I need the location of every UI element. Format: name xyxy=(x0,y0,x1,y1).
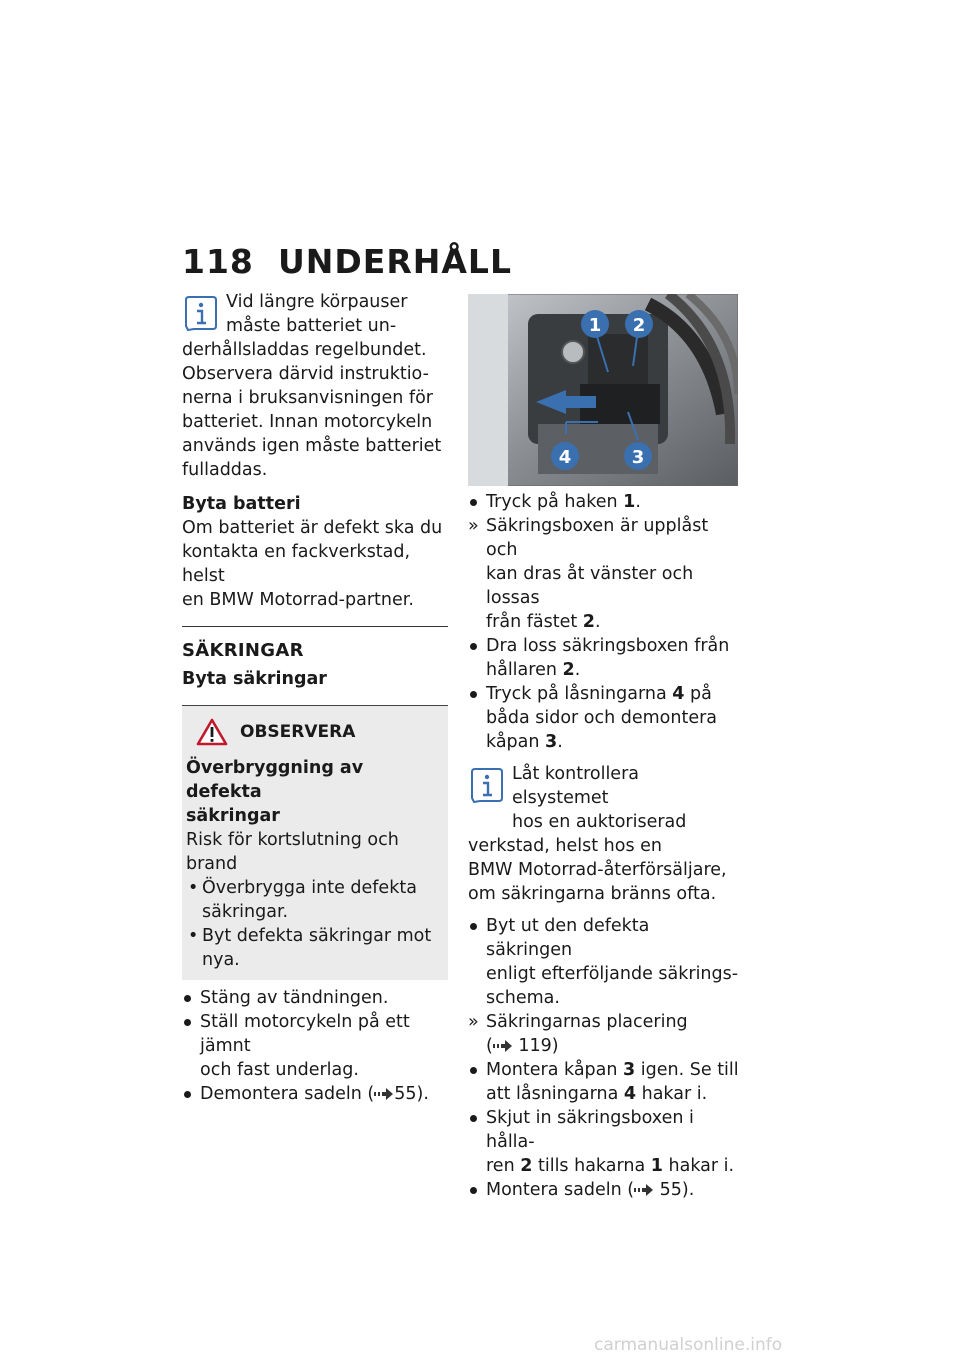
warning-title: Överbryggning av defekta xyxy=(186,758,364,802)
step-line: enligt efterföljande säkrings- xyxy=(486,964,739,984)
step-text: på xyxy=(684,684,712,704)
step-line xyxy=(486,1082,740,1106)
info-icon xyxy=(182,294,220,332)
step-text: Montera kåpan xyxy=(486,1060,624,1080)
warning-risk: Risk för kortslutning och xyxy=(186,830,399,850)
svg-text:3: 3 xyxy=(631,447,645,468)
step-line xyxy=(486,658,740,682)
step-text: hållaren xyxy=(486,660,563,680)
step-text: . xyxy=(557,732,563,752)
step-item xyxy=(182,1010,448,1082)
step-text: . xyxy=(574,660,581,680)
bullet-line: • Byt defekta säkringar mot xyxy=(202,926,432,946)
info-line: Observera därvid instruktio- xyxy=(182,364,429,384)
ref-number: 4 xyxy=(672,684,685,704)
result-item xyxy=(468,1010,740,1058)
step-line: schema. xyxy=(486,988,560,1008)
ref-number: 3 xyxy=(623,1060,636,1080)
step-text: hakar i. xyxy=(662,1156,735,1176)
text-line: kontakta en fackverkstad, helst xyxy=(182,542,411,586)
result-item xyxy=(468,514,740,634)
info-line: hos en auktoriserad xyxy=(512,812,687,832)
result-line: » Säkringsboxen är upplåst och xyxy=(486,516,709,560)
ref-number: 2 xyxy=(520,1156,533,1176)
step-item xyxy=(468,1106,740,1178)
info-line: derhållsladdas regelbundet. xyxy=(182,340,427,360)
step-text: från fästet xyxy=(486,612,583,632)
bullet-line: • Överbrygga inte defekta xyxy=(202,878,417,898)
step-item xyxy=(182,1082,448,1106)
page-reference-arrow-icon xyxy=(634,1184,654,1196)
info-icon xyxy=(468,766,506,804)
page-reference[interactable]: 55). xyxy=(659,1180,695,1200)
step-line xyxy=(486,682,740,706)
step-line xyxy=(486,730,740,754)
step-text: hakar i. xyxy=(636,1084,708,1104)
section-subtitle: Byta säkringar xyxy=(182,669,327,689)
step-line: och fast underlag. xyxy=(200,1060,359,1080)
info-line: måste batteriet un- xyxy=(226,316,397,336)
photo-label-1 xyxy=(581,310,609,338)
warning-title: säkringar xyxy=(186,806,280,826)
footer-watermark: carmanualsonline.info xyxy=(594,1335,783,1355)
step-text: igen. Se till xyxy=(635,1060,739,1080)
step-line: Skjut in säkringsboxen i hålla- xyxy=(486,1108,694,1152)
page-number: 118 xyxy=(182,242,254,281)
svg-text:4: 4 xyxy=(558,447,572,468)
page-header xyxy=(182,242,512,281)
warning-label: OBSERVERA xyxy=(240,722,356,742)
step-item xyxy=(468,1178,740,1202)
warning-triangle-icon xyxy=(196,718,228,746)
text-line: en BMW Motorrad-partner. xyxy=(182,590,414,610)
step-text: ( xyxy=(486,1036,493,1056)
step-item xyxy=(468,682,740,754)
info-line: används igen måste batteriet xyxy=(182,436,442,456)
info-note-battery xyxy=(182,290,448,482)
svg-text:1: 1 xyxy=(588,315,602,336)
byta-batteri-heading: Byta batteri xyxy=(182,494,301,514)
step-line: båda sidor och demontera xyxy=(486,708,718,728)
info-line: BMW Motorrad-återförsäljare, xyxy=(468,860,727,880)
info-line: fulladdas. xyxy=(182,460,268,480)
step-item xyxy=(468,1058,740,1106)
step-line xyxy=(486,1154,740,1178)
section-divider xyxy=(182,626,448,627)
page-reference[interactable]: 119) xyxy=(518,1036,559,1056)
section-title: SÄKRINGAR xyxy=(182,640,304,661)
page-reference-arrow-icon xyxy=(493,1040,513,1052)
warning-bullet xyxy=(186,876,440,924)
fuse-box-photo xyxy=(468,294,738,486)
info-line: Vid längre körpauser xyxy=(226,292,408,312)
chapter-title: UNDERHÅLL xyxy=(278,242,512,281)
bullet-line: säkringar. xyxy=(202,902,289,922)
warning-bullet xyxy=(186,924,440,972)
info-line: om säkringarna bränns ofta. xyxy=(468,884,717,904)
info-line: batteriet. Innan motorcykeln xyxy=(182,412,433,432)
step-text: Demontera sadeln ( xyxy=(200,1084,375,1104)
ref-number: 1 xyxy=(650,1156,663,1176)
info-note-fuses xyxy=(468,762,740,906)
page-reference[interactable]: 55). xyxy=(394,1084,429,1104)
ref-number: 4 xyxy=(623,1084,637,1104)
text-line: Om batteriet är defekt ska du xyxy=(182,518,443,538)
bullet-line: nya. xyxy=(202,950,240,970)
result-line: kan dras åt vänster och lossas xyxy=(486,564,694,608)
step-line: Dra loss säkringsboxen från xyxy=(486,636,730,656)
info-line: nerna i bruksanvisningen för xyxy=(182,388,433,408)
step-item xyxy=(468,634,740,682)
info-line: Låt kontrollera elsystemet xyxy=(512,764,639,808)
step-text: kåpan xyxy=(486,732,546,752)
left-column xyxy=(182,290,448,1106)
right-column xyxy=(468,490,740,1202)
result-line xyxy=(486,1034,740,1058)
result-line xyxy=(486,610,740,634)
svg-text:2: 2 xyxy=(632,315,646,336)
info-line: verkstad, helst hos en xyxy=(468,836,662,856)
ref-number: 1 xyxy=(623,492,636,512)
photo-label-4 xyxy=(551,442,579,470)
step-line xyxy=(486,1058,740,1082)
warning-box xyxy=(182,705,448,980)
step-line: Ställ motorcykeln på ett jämnt xyxy=(200,1012,410,1056)
warning-risk: brand xyxy=(186,854,238,874)
step-item xyxy=(468,490,740,514)
page-reference-arrow-icon xyxy=(374,1088,394,1100)
step-text: Montera sadeln ( xyxy=(486,1180,635,1200)
step-text: ren xyxy=(486,1156,521,1176)
ref-number: 2 xyxy=(562,660,575,680)
step-item: Stäng av tändningen. xyxy=(182,986,448,1010)
step-text: . xyxy=(635,492,641,512)
step-text: Tryck på haken xyxy=(486,492,624,512)
ref-number: 3 xyxy=(545,732,558,752)
step-text: att låsningarna xyxy=(486,1084,624,1104)
warning-header xyxy=(196,718,440,746)
photo-label-3 xyxy=(624,442,652,470)
photo-label-2 xyxy=(625,310,653,338)
step-text: Tryck på låsningarna xyxy=(486,684,673,704)
step-text: . xyxy=(594,612,601,632)
step-line: Byt ut den defekta säkringen xyxy=(486,916,650,960)
ref-number: 2 xyxy=(582,612,595,632)
step-text: tills hakarna xyxy=(532,1156,651,1176)
result-line: » Säkringarnas placering xyxy=(486,1012,688,1032)
step-item xyxy=(468,914,740,1010)
